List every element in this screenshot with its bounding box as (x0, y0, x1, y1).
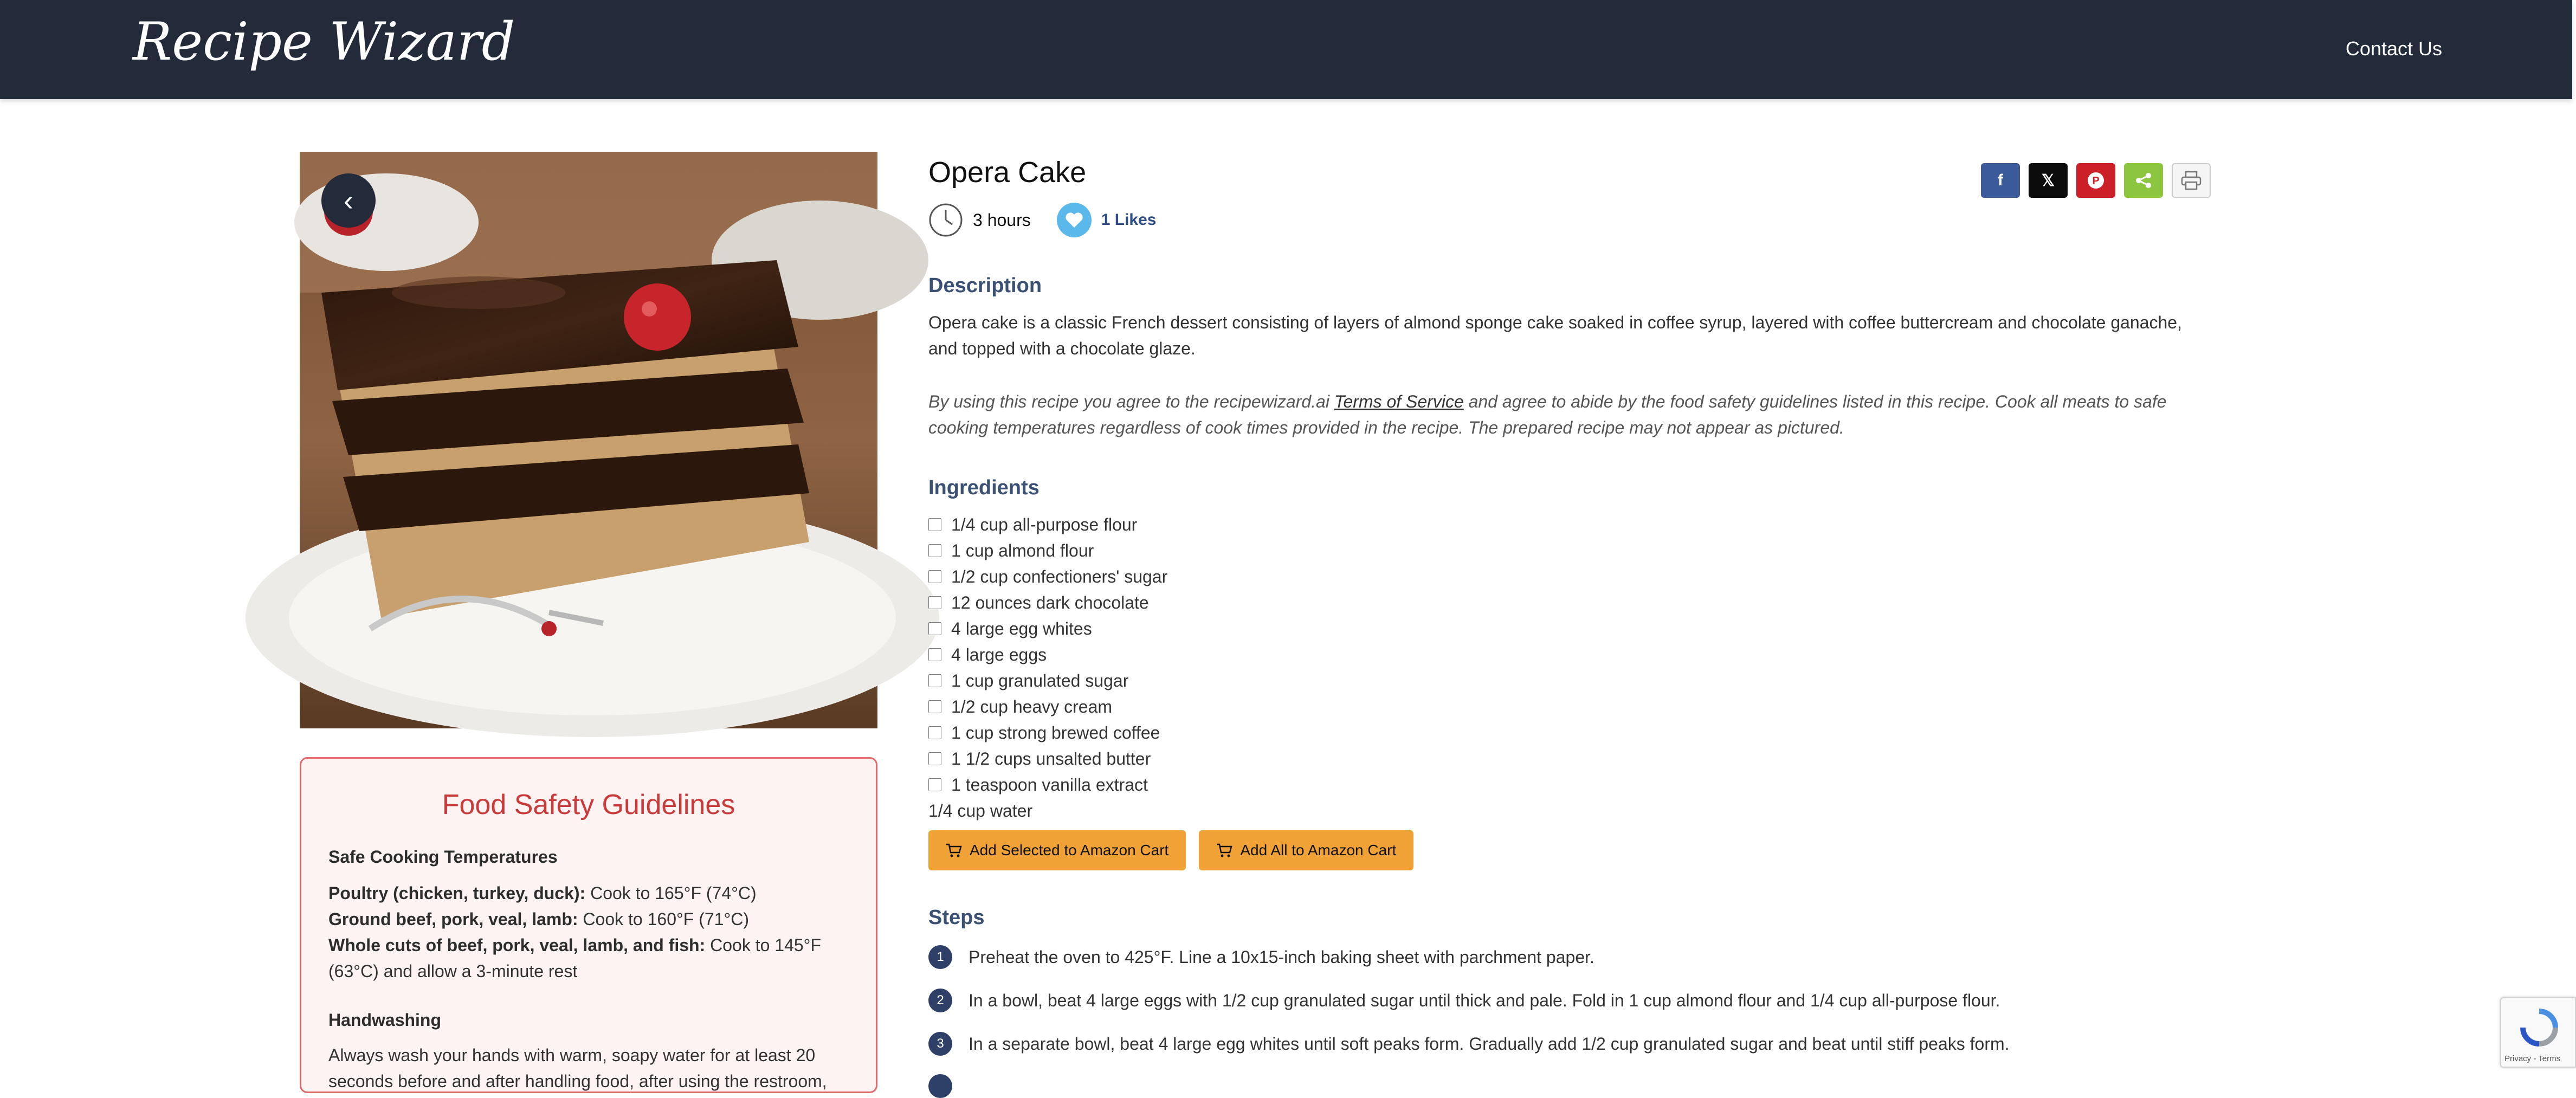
opera-cake-illustration (300, 152, 877, 728)
ingredient-checkbox[interactable] (928, 518, 941, 531)
like-count: 1 Likes (1101, 211, 1157, 229)
ingredient-checkbox[interactable] (928, 596, 941, 609)
ingredient-label: 1/4 cup all-purpose flour (951, 515, 1138, 534)
step-item (928, 985, 2207, 1016)
terms-of-service-link[interactable]: Terms of Service (1334, 392, 1464, 411)
clock-icon (928, 203, 963, 237)
ingredient-item (928, 616, 2207, 642)
ingredient-checkbox[interactable] (928, 752, 941, 765)
cart-icon (1216, 843, 1232, 858)
disclaimer-pre: By using this recipe you agree to the recipewizard.ai (928, 392, 1334, 411)
whole-cuts-label: Whole cuts of beef, pork, veal, lamb, and fish: (328, 935, 706, 955)
step-number: 3 (928, 1032, 952, 1056)
ingredient-item (928, 538, 2207, 564)
extra-ingredient: 1/4 cup water (928, 801, 1033, 821)
steps-heading: Steps (928, 906, 985, 929)
ingredient-item (928, 746, 2207, 772)
ingredient-label: 1 1/2 cups unsalted butter (951, 749, 1151, 768)
ingredient-label: 1 cup strong brewed coffee (951, 723, 1160, 742)
food-safety-box (300, 757, 877, 1093)
step-text: In a bowl, beat 4 large eggs with 1/2 cup granulated sugar until thick and pale. Fold in 1 cup almond flour and 1/4 cup all-purpose flour. (969, 990, 2000, 1010)
add-all-label: Add All to Amazon Cart (1240, 842, 1397, 858)
heart-icon (1065, 212, 1083, 228)
ingredient-label: 4 large eggs (951, 645, 1047, 664)
poultry-value: Cook to 165°F (74°C) (585, 883, 757, 903)
step-number-partial (928, 1074, 952, 1098)
ingredient-label: 4 large egg whites (951, 619, 1092, 638)
ingredient-item (928, 668, 2207, 694)
ingredient-label: 12 ounces dark chocolate (951, 593, 1149, 612)
ingredient-checkbox[interactable] (928, 778, 941, 791)
ingredient-label: 1/2 cup heavy cream (951, 697, 1113, 716)
recipe-details (928, 152, 2207, 1060)
recipe-meta (928, 202, 2207, 238)
cook-time: 3 hours (973, 210, 1031, 230)
handwashing-text: Always wash your hands with warm, soapy water for at least 20 seconds before and after handling food, after using the restroom, (328, 1045, 827, 1091)
ingredient-item (928, 694, 2207, 720)
step-text: Preheat the oven to 425°F. Line a 10x15-inch baking sheet with parchment paper. (969, 947, 1594, 967)
description-text: Opera cake is a classic French dessert consisting of layers of almond sponge cake soaked in coffee syrup, layered with coffee buttercream and chocolate ganache, and topped with a chocolate glaze. (928, 313, 2182, 358)
step-number: 1 (928, 945, 952, 969)
handwashing-heading: Handwashing (328, 1010, 442, 1030)
like-button[interactable] (1057, 203, 1092, 237)
contact-us-link[interactable]: Contact Us (2345, 37, 2442, 60)
ingredient-item (928, 642, 2207, 668)
add-selected-to-cart-button[interactable] (928, 830, 1186, 870)
recaptcha-badge[interactable] (2500, 997, 2576, 1068)
disclaimer-post: and agree to abide by the food safety guidelines listed in this recipe. Cook all meats to safe cooking temperatures regardless of cook times provided in the recipe. The prepared recipe may not appear as pictured. (928, 392, 2167, 437)
food-safety-title: Food Safety Guidelines (442, 789, 735, 821)
ingredient-item (928, 512, 2207, 538)
chevron-left-icon: ‹ (344, 184, 353, 217)
ingredient-item (928, 772, 2207, 798)
ingredient-item (928, 590, 2207, 616)
ingredients-heading: Ingredients (928, 476, 1040, 499)
ingredient-checkbox[interactable] (928, 544, 941, 557)
whole-cuts-rule (328, 932, 849, 984)
ingredient-checkbox[interactable] (928, 622, 941, 635)
poultry-rule (328, 880, 849, 906)
recipe-image (300, 152, 877, 728)
facebook-icon: f (1998, 171, 2003, 189)
logo-text: Recipe Wizard (133, 11, 515, 72)
image-back-button[interactable] (321, 173, 376, 228)
safe-temps-heading: Safe Cooking Temperatures (328, 847, 558, 867)
recaptcha-caption: Privacy - Terms (2504, 1054, 2561, 1063)
ingredient-checkbox[interactable] (928, 700, 941, 713)
step-number: 2 (928, 989, 952, 1012)
ingredient-label: 1 teaspoon vanilla extract (951, 775, 1148, 795)
step-text: In a separate bowl, beat 4 large egg whites until soft peaks form. Gradually add 1/2 cup granulated sugar and beat until stiff peaks form. (969, 1034, 2010, 1054)
ground-label: Ground beef, pork, veal, lamb: (328, 909, 578, 929)
ingredients-list (928, 512, 2207, 798)
add-selected-label: Add Selected to Amazon Cart (970, 842, 1169, 858)
ground-rule (328, 906, 849, 932)
ingredient-label: 1 cup granulated sugar (951, 671, 1129, 690)
recipe-title: Opera Cake (928, 156, 1087, 189)
ingredient-label: 1/2 cup confectioners' sugar (951, 567, 1168, 586)
ingredient-checkbox[interactable] (928, 570, 941, 583)
poultry-label: Poultry (chicken, turkey, duck): (328, 883, 586, 903)
ingredient-checkbox[interactable] (928, 674, 941, 687)
ingredient-label: 1 cup almond flour (951, 541, 1094, 560)
add-all-to-cart-button[interactable] (1199, 830, 1413, 870)
step-item (928, 1028, 2207, 1060)
ingredient-checkbox[interactable] (928, 648, 941, 661)
step-item (928, 941, 2207, 973)
cart-actions (928, 830, 2207, 870)
recaptcha-icon (2517, 1006, 2561, 1049)
svg-text:P: P (2092, 175, 2100, 187)
description-heading: Description (928, 274, 1042, 297)
site-header (0, 0, 2572, 99)
ingredient-checkbox[interactable] (928, 726, 941, 739)
ground-value: Cook to 160°F (71°C) (578, 909, 750, 929)
cart-icon (946, 843, 962, 858)
ingredient-item (928, 564, 2207, 590)
whole-cuts-value: Cook to 145°F (63°C) and allow a 3-minute rest (328, 935, 822, 981)
disclaimer-text (928, 389, 2197, 441)
ingredient-item (928, 720, 2207, 746)
site-logo[interactable] (133, 5, 515, 87)
x-icon: 𝕏 (2041, 171, 2055, 190)
